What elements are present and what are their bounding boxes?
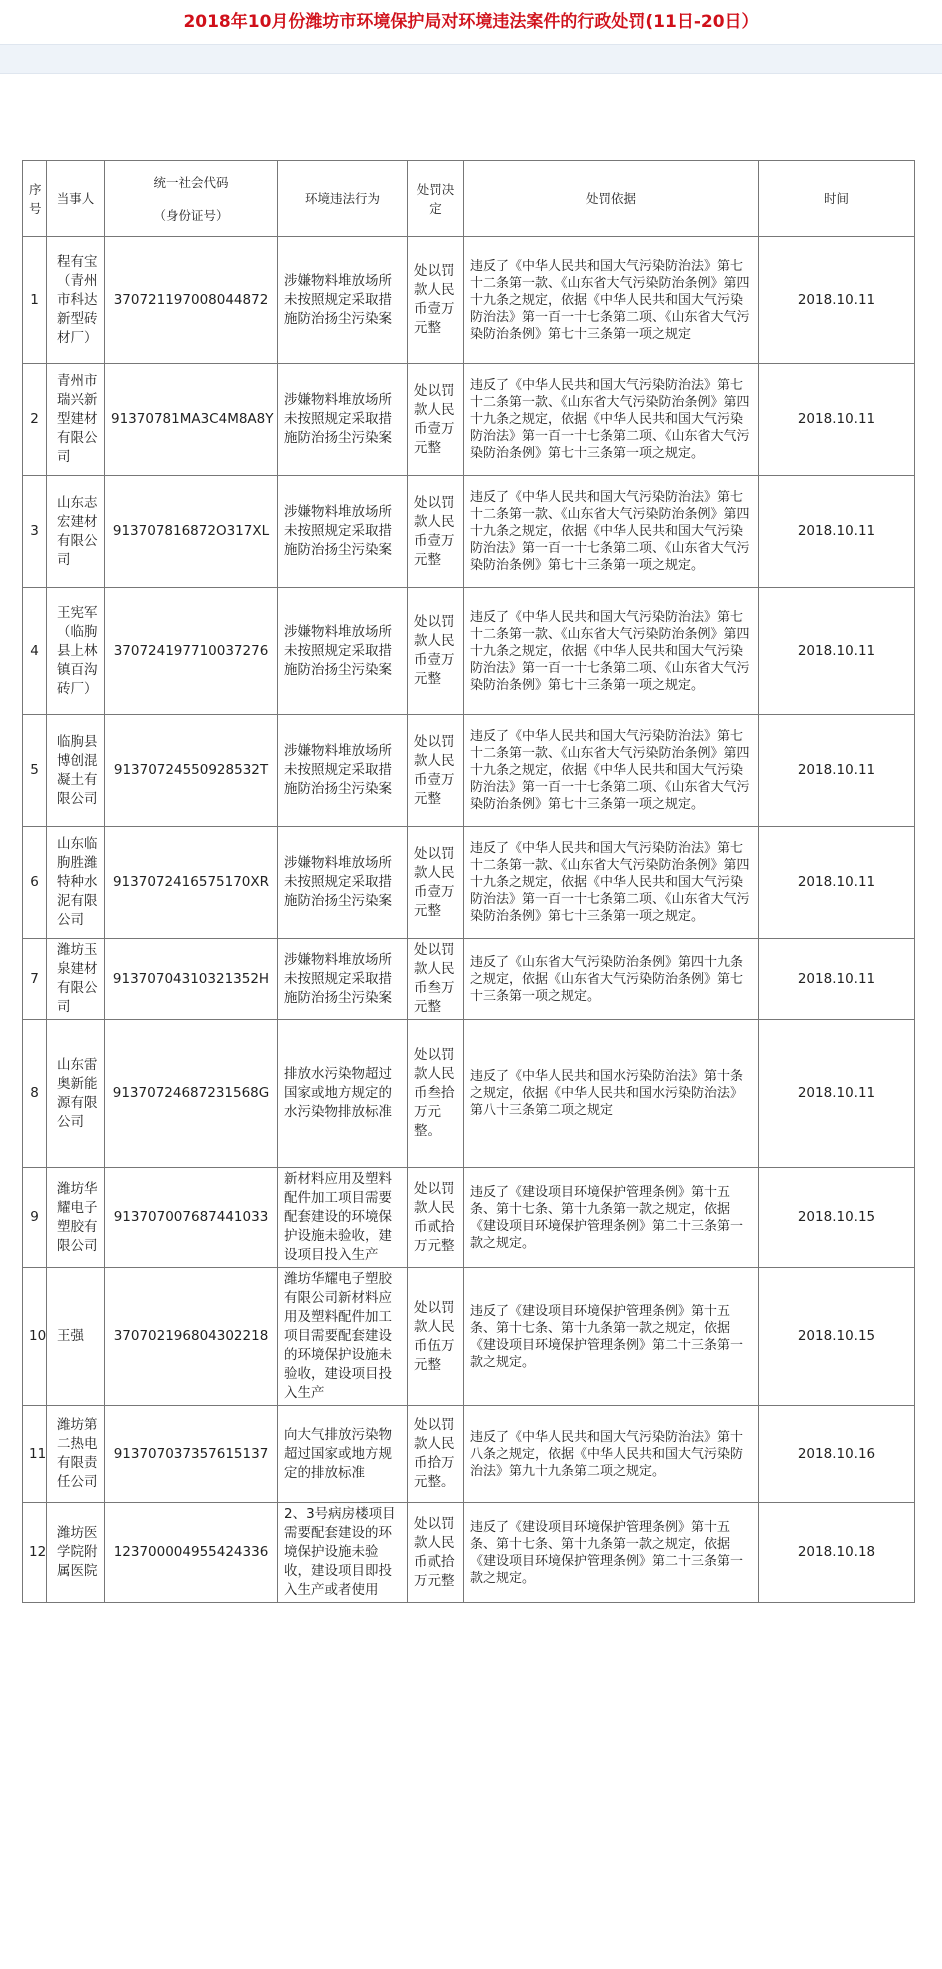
cell-party: 山东临朐胜潍特种水泥有限公司 — [47, 827, 105, 939]
cell-basis: 违反了《中华人民共和国大气污染防治法》第七十二条第一款、《山东省大气污染防治条例》第四十九条之规定，依据《中华人民共和国大气污染防治法》第一百一十七条第二项、《山东省大气污染防治条例》第七十三条第一项之规定 — [464, 237, 759, 364]
cell-date: 2018.10.11 — [759, 364, 915, 476]
cell-basis: 违反了《中华人民共和国大气污染防治法》第七十二条第一款、《山东省大气污染防治条例》第四十九条之规定，依据《中华人民共和国大气污染防治法》第一百一十七条第二项、《山东省大气污染防治条例》第七十三条第一项之规定。 — [464, 588, 759, 715]
cell-basis: 违反了《中华人民共和国大气污染防治法》第十八条之规定，依据《中华人民共和国大气污染防治法》第九十九条第二项之规定。 — [464, 1406, 759, 1503]
cell-penalty: 处以罚款人民币壹万元整 — [408, 364, 464, 476]
page-title: 2018年10月份潍坊市环境保护局对环境违法案件的行政处罚(11日-20日） — [183, 12, 759, 32]
cell-code: 370724197710037276 — [105, 588, 278, 715]
cell-date: 2018.10.11 — [759, 1020, 915, 1168]
cell-party: 程有宝（青州市科达新型砖材厂） — [47, 237, 105, 364]
cell-code: 91370724687231568G — [105, 1020, 278, 1168]
cell-violation: 2、3号病房楼项目需要配套建设的环境保护设施未验收，建设项目即投入生产或者使用 — [278, 1503, 408, 1603]
cell-penalty: 处以罚款人民币壹万元整 — [408, 476, 464, 588]
cell-violation: 涉嫌物料堆放场所未按照规定采取措施防治扬尘污染案 — [278, 364, 408, 476]
header-band — [0, 44, 942, 74]
cell-basis: 违反了《中华人民共和国大气污染防治法》第七十二条第一款、《山东省大气污染防治条例》第四十九条之规定，依据《中华人民共和国大气污染防治法》第一百一十七条第二项、《山东省大气污染防治条例》第七十三条第一项之规定。 — [464, 476, 759, 588]
table-row — [23, 1268, 915, 1406]
cell-violation: 涉嫌物料堆放场所未按照规定采取措施防治扬尘污染案 — [278, 827, 408, 939]
cell-penalty: 处以罚款人民币叁万元整 — [408, 939, 464, 1020]
table-row — [23, 588, 915, 715]
cell-index: 12 — [23, 1503, 47, 1603]
cell-party: 潍坊第二热电有限责任公司 — [47, 1406, 105, 1503]
cell-party: 王宪军（临朐县上林镇百沟砖厂） — [47, 588, 105, 715]
table-row — [23, 1168, 915, 1268]
header-basis: 处罚依据 — [464, 161, 759, 237]
cell-index: 7 — [23, 939, 47, 1020]
table-row — [23, 1503, 915, 1603]
cell-date: 2018.10.11 — [759, 237, 915, 364]
cell-violation: 排放水污染物超过国家或地方规定的水污染物排放标准 — [278, 1020, 408, 1168]
cell-code: 91370724550928532T — [105, 715, 278, 827]
cell-basis: 违反了《建设项目环境保护管理条例》第十五条、第十七条、第十九条第一款之规定，依据《建设项目环境保护管理条例》第二十三条第一款之规定。 — [464, 1268, 759, 1406]
cell-party: 青州市瑞兴新型建材有限公司 — [47, 364, 105, 476]
table-body — [23, 237, 915, 1603]
table-row — [23, 1020, 915, 1168]
cell-violation: 涉嫌物料堆放场所未按照规定采取措施防治扬尘污染案 — [278, 939, 408, 1020]
header-index: 序号 — [23, 161, 47, 237]
cell-date: 2018.10.15 — [759, 1168, 915, 1268]
header-violation: 环境违法行为 — [278, 161, 408, 237]
cell-code: 913707816872O317XL — [105, 476, 278, 588]
cell-index: 10 — [23, 1268, 47, 1406]
cell-date: 2018.10.15 — [759, 1268, 915, 1406]
cell-code: 913707037357615137 — [105, 1406, 278, 1503]
cell-penalty: 处以罚款人民币伍万元整 — [408, 1268, 464, 1406]
cell-party: 潍坊玉泉建材有限公司 — [47, 939, 105, 1020]
cell-violation: 新材料应用及塑料配件加工项目需要配套建设的环境保护设施未验收，建设项目投入生产 — [278, 1168, 408, 1268]
cell-code: 91370781MA3C4M8A8Y — [105, 364, 278, 476]
cell-date: 2018.10.11 — [759, 715, 915, 827]
table-row — [23, 715, 915, 827]
cell-party: 临朐县博创混凝土有限公司 — [47, 715, 105, 827]
cell-code: 123700004955424336 — [105, 1503, 278, 1603]
cell-penalty: 处以罚款人民币拾万元整。 — [408, 1406, 464, 1503]
cell-basis: 违反了《中华人民共和国水污染防治法》第十条之规定，依据《中华人民共和国水污染防治法》第八十三条第二项之规定 — [464, 1020, 759, 1168]
cell-index: 1 — [23, 237, 47, 364]
cell-violation: 涉嫌物料堆放场所未按照规定采取措施防治扬尘污染案 — [278, 476, 408, 588]
cell-code: 9137072416575170XR — [105, 827, 278, 939]
cell-basis: 违反了《中华人民共和国大气污染防治法》第七十二条第一款、《山东省大气污染防治条例》第四十九条之规定，依据《中华人民共和国大气污染防治法》第一百一十七条第二项、《山东省大气污染防治条例》第七十三条第一项之规定。 — [464, 364, 759, 476]
cell-penalty: 处以罚款人民币壹万元整 — [408, 588, 464, 715]
header-code-line2: （身份证号） — [153, 207, 229, 223]
table-row — [23, 939, 915, 1020]
header-penalty: 处罚决定 — [408, 161, 464, 237]
cell-date: 2018.10.18 — [759, 1503, 915, 1603]
table-row — [23, 364, 915, 476]
cell-code: 370702196804302218 — [105, 1268, 278, 1406]
cell-index: 5 — [23, 715, 47, 827]
cell-basis: 违反了《建设项目环境保护管理条例》第十五条、第十七条、第十九条第一款之规定，依据《建设项目环境保护管理条例》第二十三条第一款之规定。 — [464, 1503, 759, 1603]
cell-penalty: 处以罚款人民币叁拾万元整。 — [408, 1020, 464, 1168]
table-header-row — [23, 161, 915, 237]
header-party: 当事人 — [47, 161, 105, 237]
cell-date: 2018.10.11 — [759, 939, 915, 1020]
table-row — [23, 237, 915, 364]
cell-penalty: 处以罚款人民币壹万元整 — [408, 715, 464, 827]
cell-index: 2 — [23, 364, 47, 476]
penalty-table — [22, 160, 915, 1603]
cell-date: 2018.10.11 — [759, 476, 915, 588]
header-code-line1: 统一社会代码 — [153, 174, 229, 190]
cell-basis: 违反了《中华人民共和国大气污染防治法》第七十二条第一款、《山东省大气污染防治条例》第四十九条之规定，依据《中华人民共和国大气污染防治法》第一百一十七条第二项、《山东省大气污染防治条例》第七十三条第一项之规定。 — [464, 715, 759, 827]
cell-violation: 涉嫌物料堆放场所未按照规定采取措施防治扬尘污染案 — [278, 715, 408, 827]
cell-date: 2018.10.11 — [759, 588, 915, 715]
table-row — [23, 476, 915, 588]
cell-penalty: 处以罚款人民币壹万元整 — [408, 237, 464, 364]
cell-index: 4 — [23, 588, 47, 715]
spacer — [0, 74, 942, 160]
cell-code: 370721197008044872 — [105, 237, 278, 364]
cell-basis: 违反了《中华人民共和国大气污染防治法》第七十二条第一款、《山东省大气污染防治条例》第四十九条之规定，依据《中华人民共和国大气污染防治法》第一百一十七条第二项、《山东省大气污染防治条例》第七十三条第一项之规定。 — [464, 827, 759, 939]
header-date: 时间 — [759, 161, 915, 237]
cell-party: 王强 — [47, 1268, 105, 1406]
cell-date: 2018.10.16 — [759, 1406, 915, 1503]
cell-penalty: 处以罚款人民币贰拾万元整 — [408, 1503, 464, 1603]
cell-party: 潍坊华耀电子塑胶有限公司 — [47, 1168, 105, 1268]
cell-basis: 违反了《建设项目环境保护管理条例》第十五条、第十七条、第十九条第一款之规定，依据《建设项目环境保护管理条例》第二十三条第一款之规定。 — [464, 1168, 759, 1268]
table-row — [23, 1406, 915, 1503]
cell-index: 6 — [23, 827, 47, 939]
cell-party: 山东雷奥新能源有限公司 — [47, 1020, 105, 1168]
cell-basis: 违反了《山东省大气污染防治条例》第四十九条之规定，依据《山东省大气污染防治条例》第七十三条第一项之规定。 — [464, 939, 759, 1020]
header-code — [105, 161, 278, 237]
cell-code: 91370704310321352H — [105, 939, 278, 1020]
cell-party: 潍坊医学院附属医院 — [47, 1503, 105, 1603]
cell-violation: 涉嫌物料堆放场所未按照规定采取措施防治扬尘污染案 — [278, 237, 408, 364]
cell-index: 3 — [23, 476, 47, 588]
cell-violation: 向大气排放污染物超过国家或地方规定的排放标准 — [278, 1406, 408, 1503]
table-row — [23, 827, 915, 939]
cell-violation: 潍坊华耀电子塑胶有限公司新材料应用及塑料配件加工项目需要配套建设的环境保护设施未验收，建设项目投入生产 — [278, 1268, 408, 1406]
cell-index: 8 — [23, 1020, 47, 1168]
cell-penalty: 处以罚款人民币贰拾万元整 — [408, 1168, 464, 1268]
cell-violation: 涉嫌物料堆放场所未按照规定采取措施防治扬尘污染案 — [278, 588, 408, 715]
cell-code: 913707007687441033 — [105, 1168, 278, 1268]
cell-date: 2018.10.11 — [759, 827, 915, 939]
cell-penalty: 处以罚款人民币壹万元整 — [408, 827, 464, 939]
cell-party: 山东志宏建材有限公司 — [47, 476, 105, 588]
cell-index: 9 — [23, 1168, 47, 1268]
cell-index: 11 — [23, 1406, 47, 1503]
